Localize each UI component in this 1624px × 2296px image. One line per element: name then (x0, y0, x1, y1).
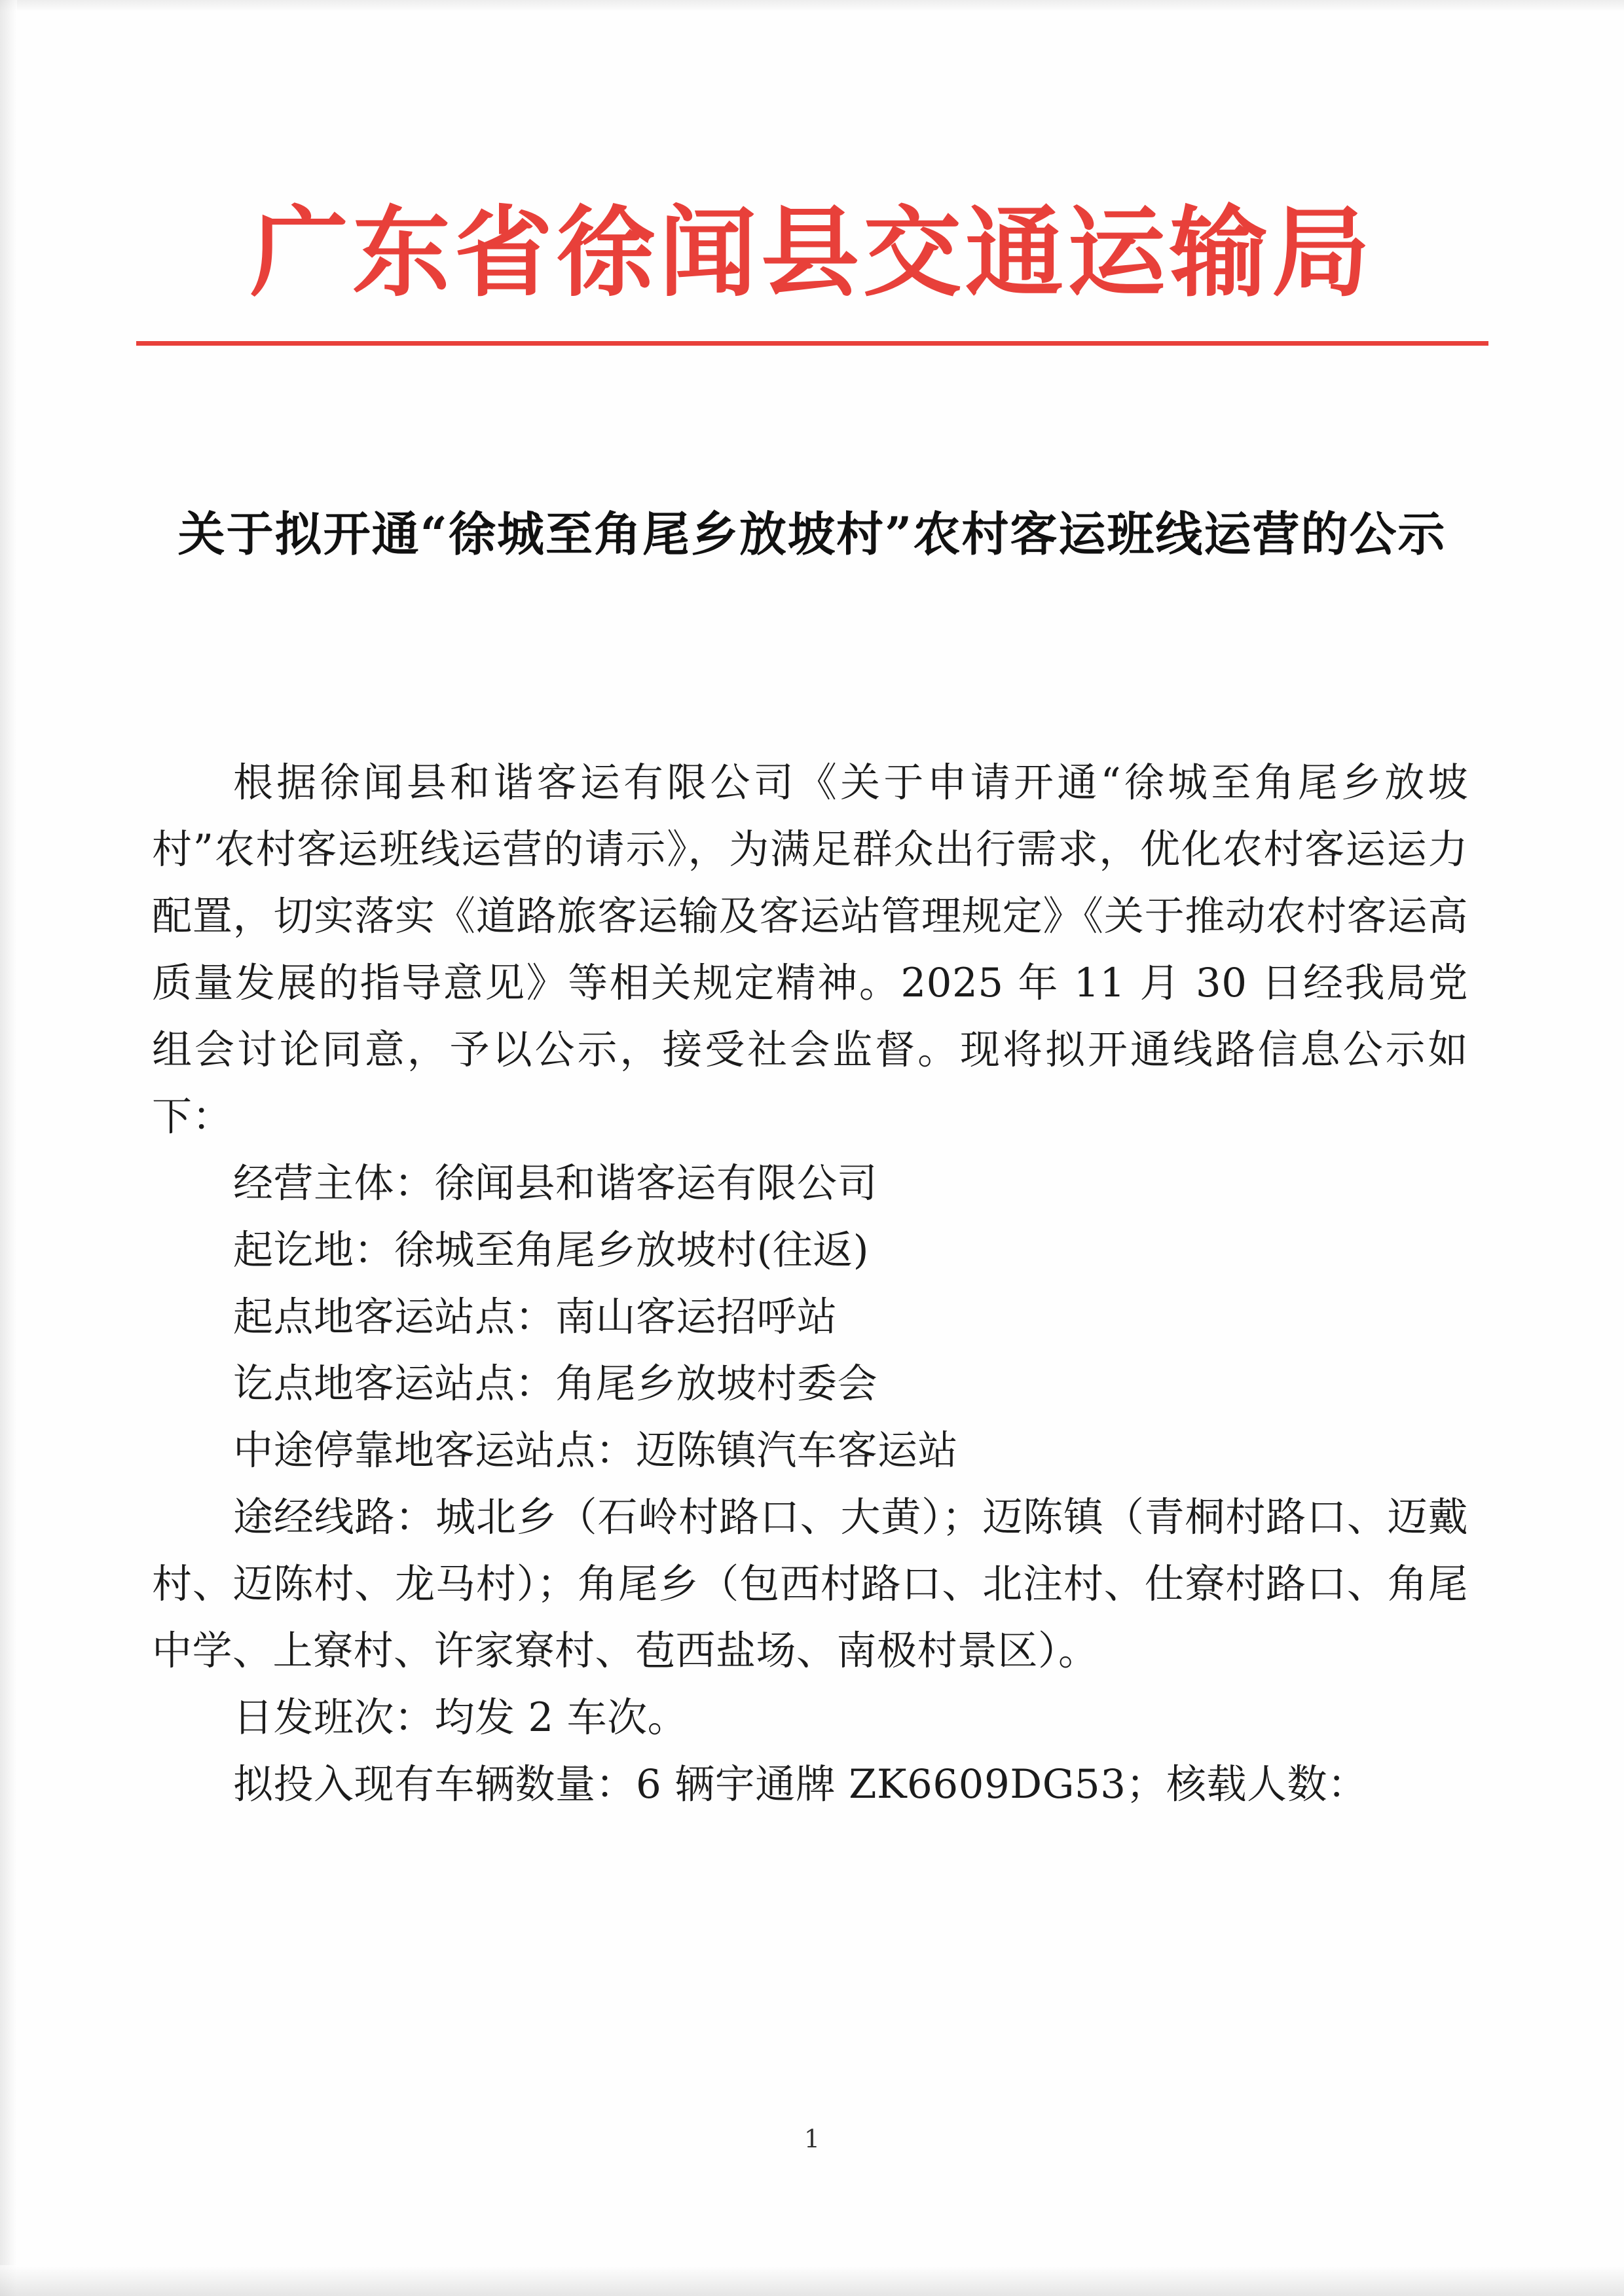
masthead (124, 196, 1500, 346)
body-paragraph-operator: 经营主体：徐闻县和谐客运有限公司 (233, 1160, 878, 1207)
body-paragraph-intermediate-station: 中途停靠地客运站点：迈陈镇汽车客运站 (233, 1427, 959, 1474)
page-title: 关于拟开通“徐城至角尾乡放坡村”农村客运班线运营的公示 (177, 506, 1447, 562)
page-number: 1 (803, 2124, 821, 2153)
body-paragraph-frequency: 日发班次：均发 2 车次。 (233, 1694, 688, 1741)
body-paragraph-route: 途经线路：城北乡（石岭村路口、大黄）；迈陈镇（青桐村路口、迈戴村、迈陈村、龙马村）；角尾乡（包西村路口、北注村、仕寮村路口、角尾中学、上寮村、许家寮村、苞西盐场、南极村景区）。 (152, 1494, 1468, 1674)
body-paragraph-destination-station: 讫点地客运站点：角尾乡放坡村委会 (233, 1360, 878, 1407)
page-edge-bottom-shadow (0, 2265, 1624, 2296)
masthead-divider-rule (136, 341, 1488, 346)
page-edge-top-shadow (0, 0, 1624, 12)
document-body (152, 750, 1468, 1818)
body-paragraph-origin-station: 起点地客运站点：南山客运招呼站 (233, 1294, 838, 1340)
body-paragraph-1: 根据徐闻县和谐客运有限公司《关于申请开通“徐城至角尾乡放坡村”农村客运班线运营的请示》，为满足群众出行需求，优化农村客运运力配置，切实落实《道路旅客运输及客运站管理规定》《关于推动农村客运高质量发展的指导意见》等相关规定精神。2025 年 11 月 30 日经我局党组会讨论同意，予以公示，接受社会监督。现将拟开通线路信息公示如下： (152, 759, 1468, 1140)
issuing-agency-title: 广东省徐闻县交通运输局 (249, 195, 1374, 310)
body-paragraph-vehicles: 拟投入现有车辆数量：6 辆宇通牌 ZK6609DG53；核载人数： (233, 1761, 1368, 1808)
body-paragraph-endpoints: 起讫地：徐城至角尾乡放坡村(往返) (233, 1227, 870, 1273)
page-edge-left-shadow (0, 0, 17, 2296)
